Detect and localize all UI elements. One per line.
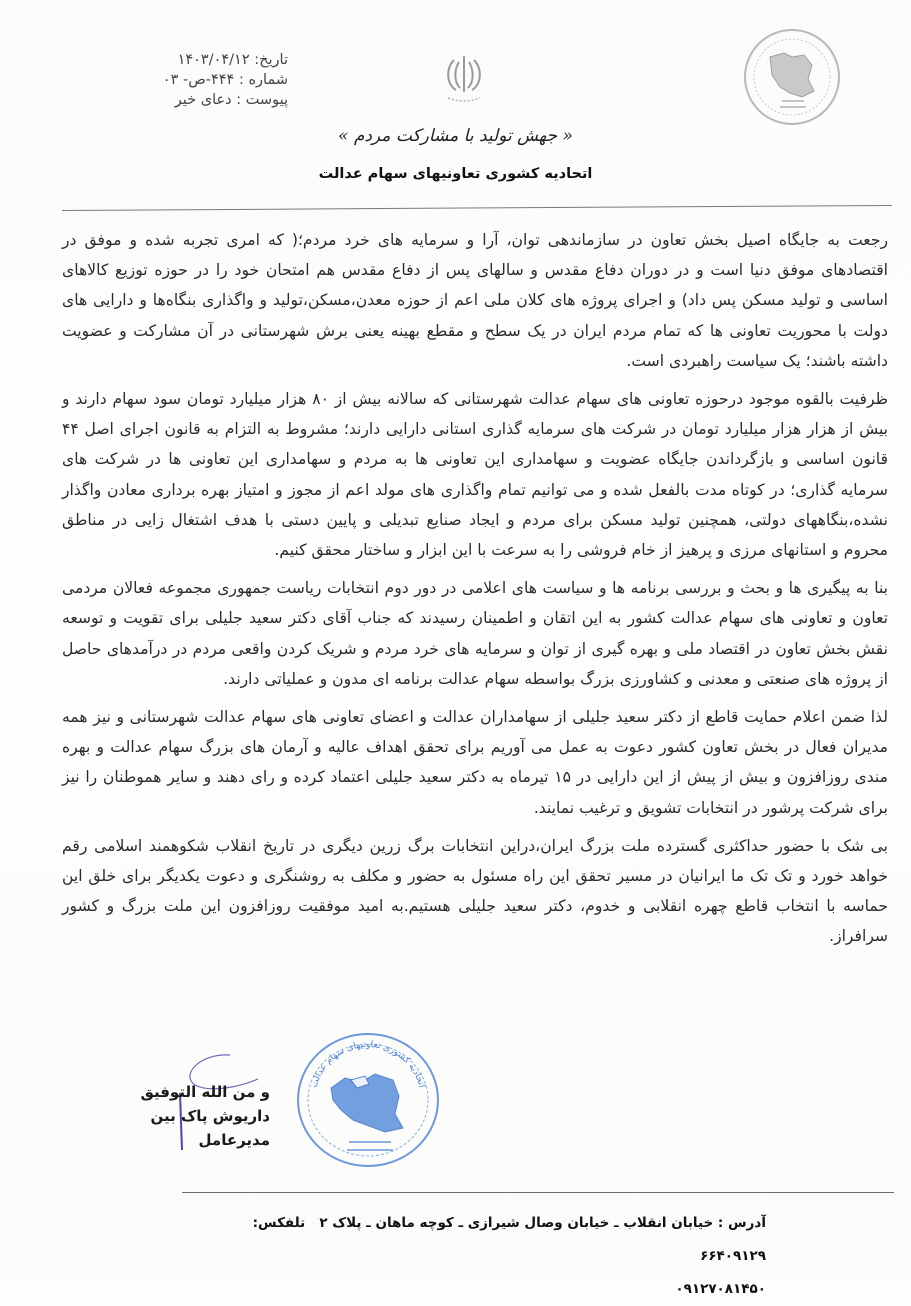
paragraph: بنا به پیگیری ها و بحث و بررسی برنامه ها و سیاست های اعلامی در دور دوم انتخابات ریاست جمهوری مجموعه فعالان مردمی تعاون و تعاونی های سهام عدالت کشور به این اتقان و اطمینان رسیدند که جناب آقای دکتر سعید جلیلی برای تقویت و توسعه نقش بخش تعاون در اقتصاد ملی و بهره گیری از توان و سرمایه های خرد مردم و شریک کردن واقعی مردم در درآمدهای حاصل از پروژه های صنعتی و معدنی و کشاورزی بزرگ بواسطه سهام عدالت برنامه ای مدون و عملیاتی دارند. — [62, 579, 888, 688]
slogan: « جهش تولید با مشارکت مردم » — [338, 126, 573, 146]
footer-divider — [182, 1192, 894, 1193]
letter-body — [62, 225, 888, 960]
number-value: ۴۴۴-ص- ۰۳ — [162, 72, 235, 88]
signer-title: مدیرعامل — [198, 1131, 270, 1149]
telfax-label: تلفکس: — [252, 1215, 306, 1231]
paragraph: رجعت به جایگاه اصیل بخش تعاون در سازماندهی توان، آرا و سرمایه های خرد مردم؛( که امری تجربه شده و موفق در اقتصادهای موفق دنیا است و در دوران دفاع مقدس و سالهای پس از دفاع مقدس هم امتحان خود را در حوزه توزیع کالاهای اساسی و تولید مسکن پس داد) و اجرای پروژه های کلان ملی اعم از حوزه معدن،مسکن،تولید و واگذاری بنگاه‌ها و دارایی های دولت با محوریت تعاونی ها که تمام مردم ایران در یک سطح و مقطع بهینه یعنی برش شهرستانی در آن مشارکت و عضویت داشته باشند؛ یک سیاست راهبردی است. — [62, 231, 888, 370]
organization-seal-icon — [742, 27, 842, 127]
organization-name: اتحادیه کشوری تعاونیهای سهام عدالت — [318, 166, 593, 182]
number-line — [138, 70, 288, 90]
telfax-value: ۶۶۴۰۹۱۲۹ — [700, 1248, 766, 1264]
paragraph: لذا ضمن اعلام حمایت قاطع از دکتر سعید جلیلی از سهامداران عدالت و اعضای تعاونی های سهام عدالت شهرستانی و نیز همه مدیران فعال در بخش تعاون کشور دعوت به عمل می آوریم برای تحقق اهداف عالیه و آرمان های بزرگ سهام عدالت و بهره مندی روزافزون و بیش از پیش از این دارایی در ۱۵ تیرماه به دکتر سعید جلیلی اعتماد کرده و رای دهند و سایر هموطنان را نیز برای شرکت پرشور در انتخابات تشویق و ترغیب نمایند. — [62, 708, 888, 817]
attachment-value: دعای خیر — [174, 92, 232, 108]
mobile-line — [186, 1273, 766, 1306]
address: آدرس : خیابان انقلاب ـ خیابان وصال شیرازی ـ کوچه ماهان ـ پلاک ۲ — [319, 1215, 766, 1231]
attachment-line — [138, 90, 288, 110]
date-value: ۱۴۰۳/۰۴/۱۲ — [177, 52, 250, 68]
paragraph: ظرفیت بالقوه موجود درحوزه تعاونی های سهام عدالت شهرستانی که سالانه بیش از ۸۰ هزار میلیارد تومان سود سهام دارند و بیش از هزار هزار میلیارد تومان در شرکت های سرمایه گذاری استانی دارایی دارند؛ مشروط به التزام به قانون اجرای اصل ۴۴ قانون اساسی و بازگرداندن جایگاه عضویت و سهامداری این تعاونی ها به مردم و سهامداری این تعاونی ها در شرکت های سرمایه گذاری؛ در کوتاه مدت بالفعل شده و می توانیم تمام واگذاری های مولد اعم از مجوز و امتیاز بهره برداری معادن واگذار نشده،بنگاههای دولتی، همچنین تولید مسکن برای مردم و ایجاد صنایع تبدیلی و پایین دستی با هدف اشتغال زایی در مناطق محروم و استانهای مرزی و پرهیز از خام فروشی را به سرعت با این ابزار و ساختار محقق کنیم. — [62, 390, 888, 560]
date-line — [138, 50, 288, 70]
mobile-number: ۰۹۱۲۷۰۸۱۴۵۰ — [675, 1281, 766, 1297]
signer-name: داریوش پاک بین — [150, 1107, 270, 1125]
header-divider — [62, 205, 892, 211]
footer — [186, 1207, 766, 1306]
address-line — [186, 1207, 766, 1273]
iran-emblem-icon — [442, 52, 486, 110]
number-label: شماره : — [238, 72, 288, 88]
date-label: تاریخ: — [254, 52, 288, 68]
closing-phrase: و من الله التوفیق — [140, 1083, 270, 1101]
official-stamp — [295, 1030, 441, 1170]
signature-block — [140, 1080, 270, 1152]
attachment-label: پیوست : — [236, 92, 288, 108]
reference-block — [88, 50, 288, 110]
paragraph: بی شک با حضور حداکثری گسترده ملت بزرگ ایران،دراین انتخابات برگ زرین دیگری در تاریخ انقلاب شکوهمند اسلامی رقم خواهد خورد و تک تک ما ایرانیان در مسیر تحقق این راه مسئول به حضور و مکلف به روشنگری و دعوت یکدیگر برای خلق این حماسه با انتخاب قاطع چهره انقلابی و خدوم، دکتر سعید جلیلی هستیم.به امید موفقیت روزافزون این ملت بزرگ و کشور سرافراز. — [62, 836, 888, 946]
stamp-text: اتحادیه کشوری تعاونیهای سهام عدالت — [309, 1039, 427, 1090]
